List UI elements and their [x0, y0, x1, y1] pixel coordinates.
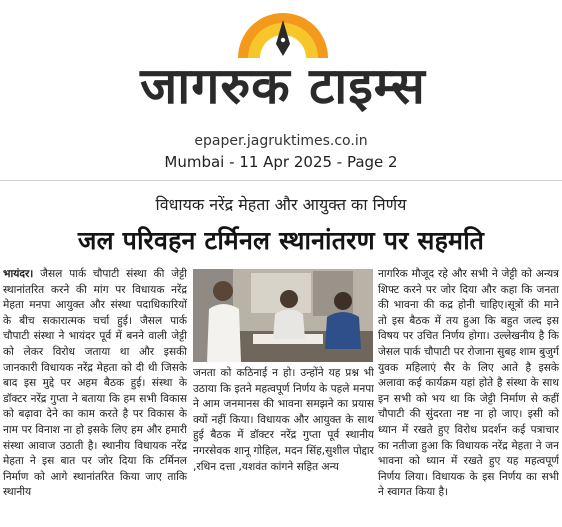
- newspaper-logo: [88, 10, 478, 120]
- article-headline: जल परिवहन टर्मिनल स्थानांतरण पर सहमति: [77, 226, 485, 255]
- epaper-url: epaper.jagruktimes.co.in: [194, 133, 368, 149]
- edition-date-line: Mumbai - 11 Apr 2025 - Page 2: [164, 153, 398, 171]
- right-column-text: नागरिक मौजूद रहे और सभी ने जेट्टी को अन्यत्र शिफ्ट करने पर जोर दिया और कहा कि जनता की भावना की कद्र होनी चाहिए।सूत्रों की माने तो इस बैठक में तय हुआ कि बहुत जल्द इस विषय पर उचित निर्णय होगा। उल्लेखनीय है कि जेसल पार्क चौपाटी पर रोजाना सुबह शाम बुजुर्ग युवक महिलाएं सैर के लिए आते है इसके अलावा कई कार्यक्रम यहां होते है संस्था के साथ इन सभी को भय था कि जेट्टी निर्माण से कहीं चौपाटी की सुंदरता नष्ट ना हो जाए। इसी को ध्यान में रखते हुए विरोध प्रदर्शन कई पत्राचार का नतीजा हुआ कि विधायक नरेंद्र मेहता ने जन भावना को ध्यान में रखते हुए यह महत्वपूर्ण निर्णय लिया। विधायक के इस निर्णय का सभी ने स्वागत किया है।: [378, 268, 559, 499]
- logo-wordmark: जागरुक टाइम्स: [140, 57, 426, 115]
- article-kicker: विधायक नरेंद्र मेहता और आयुक्त का निर्णय: [155, 195, 407, 214]
- article-column-middle: [193, 366, 374, 527]
- article-column-left: [3, 267, 187, 527]
- divider: [0, 180, 562, 181]
- left-column-text: जैसल पार्क चौपाटी संस्था की जेट्टी स्थानांतरित करने की मांग पर विधायक नरेंद्र मेहता मनपा आयुक्त और संस्था पदाधिकारियों के बीच सकारात्मक चर्चा हुई। जैसल पार्क चौपाटी संस्था ने भायंदर पूर्व में बनने वाली जेट्टी को लेकर विरोध जताया था और इसकी जानकारी विधायक नरेंद्र मेहता को दी थी जिसके बाद इस मुद्दे पर अहम बैठक हुई। संस्था के डॉक्टर नरेंद्र गुप्ता ने बताया कि हम सभी विकास को बढ़ावा देने का काम करते है पर विकास के नाम पर विनाश ना हो इसके लिए हम और हमारी संस्था आवाज उठाती है। स्थानीय विधायक नरेंद्र मेहता ने इस बात पर जोर दिया कि टर्मिनल निर्माण को आगे स्थानांतरित किया जाए ताकि स्थानीय: [3, 268, 187, 499]
- news-article: [0, 183, 562, 527]
- masthead: [0, 0, 562, 178]
- meeting-photo: [193, 269, 373, 362]
- middle-column-text: जनता को कठिनाई न हो। उन्होंने यह प्रश्न भी उठाया कि इतने महत्वपूर्ण निर्णय के पहले मनपा ने आम जनमानस की भावना समझने का प्रयास क्यों नहीं किया। विधायक और आयुक्त के साथ हुई बैठक में डॉक्टर नरेंद्र गुप्ता पूर्व स्थानीय नगरसेवक शानू गोहिल, मदन सिंह,सुशील पोद्दार ,रथिन दत्ता ,यशवंत कांगने सहित अन्य: [193, 367, 374, 473]
- article-column-right: [378, 267, 559, 527]
- article-dateline: भायंदर।: [3, 268, 34, 280]
